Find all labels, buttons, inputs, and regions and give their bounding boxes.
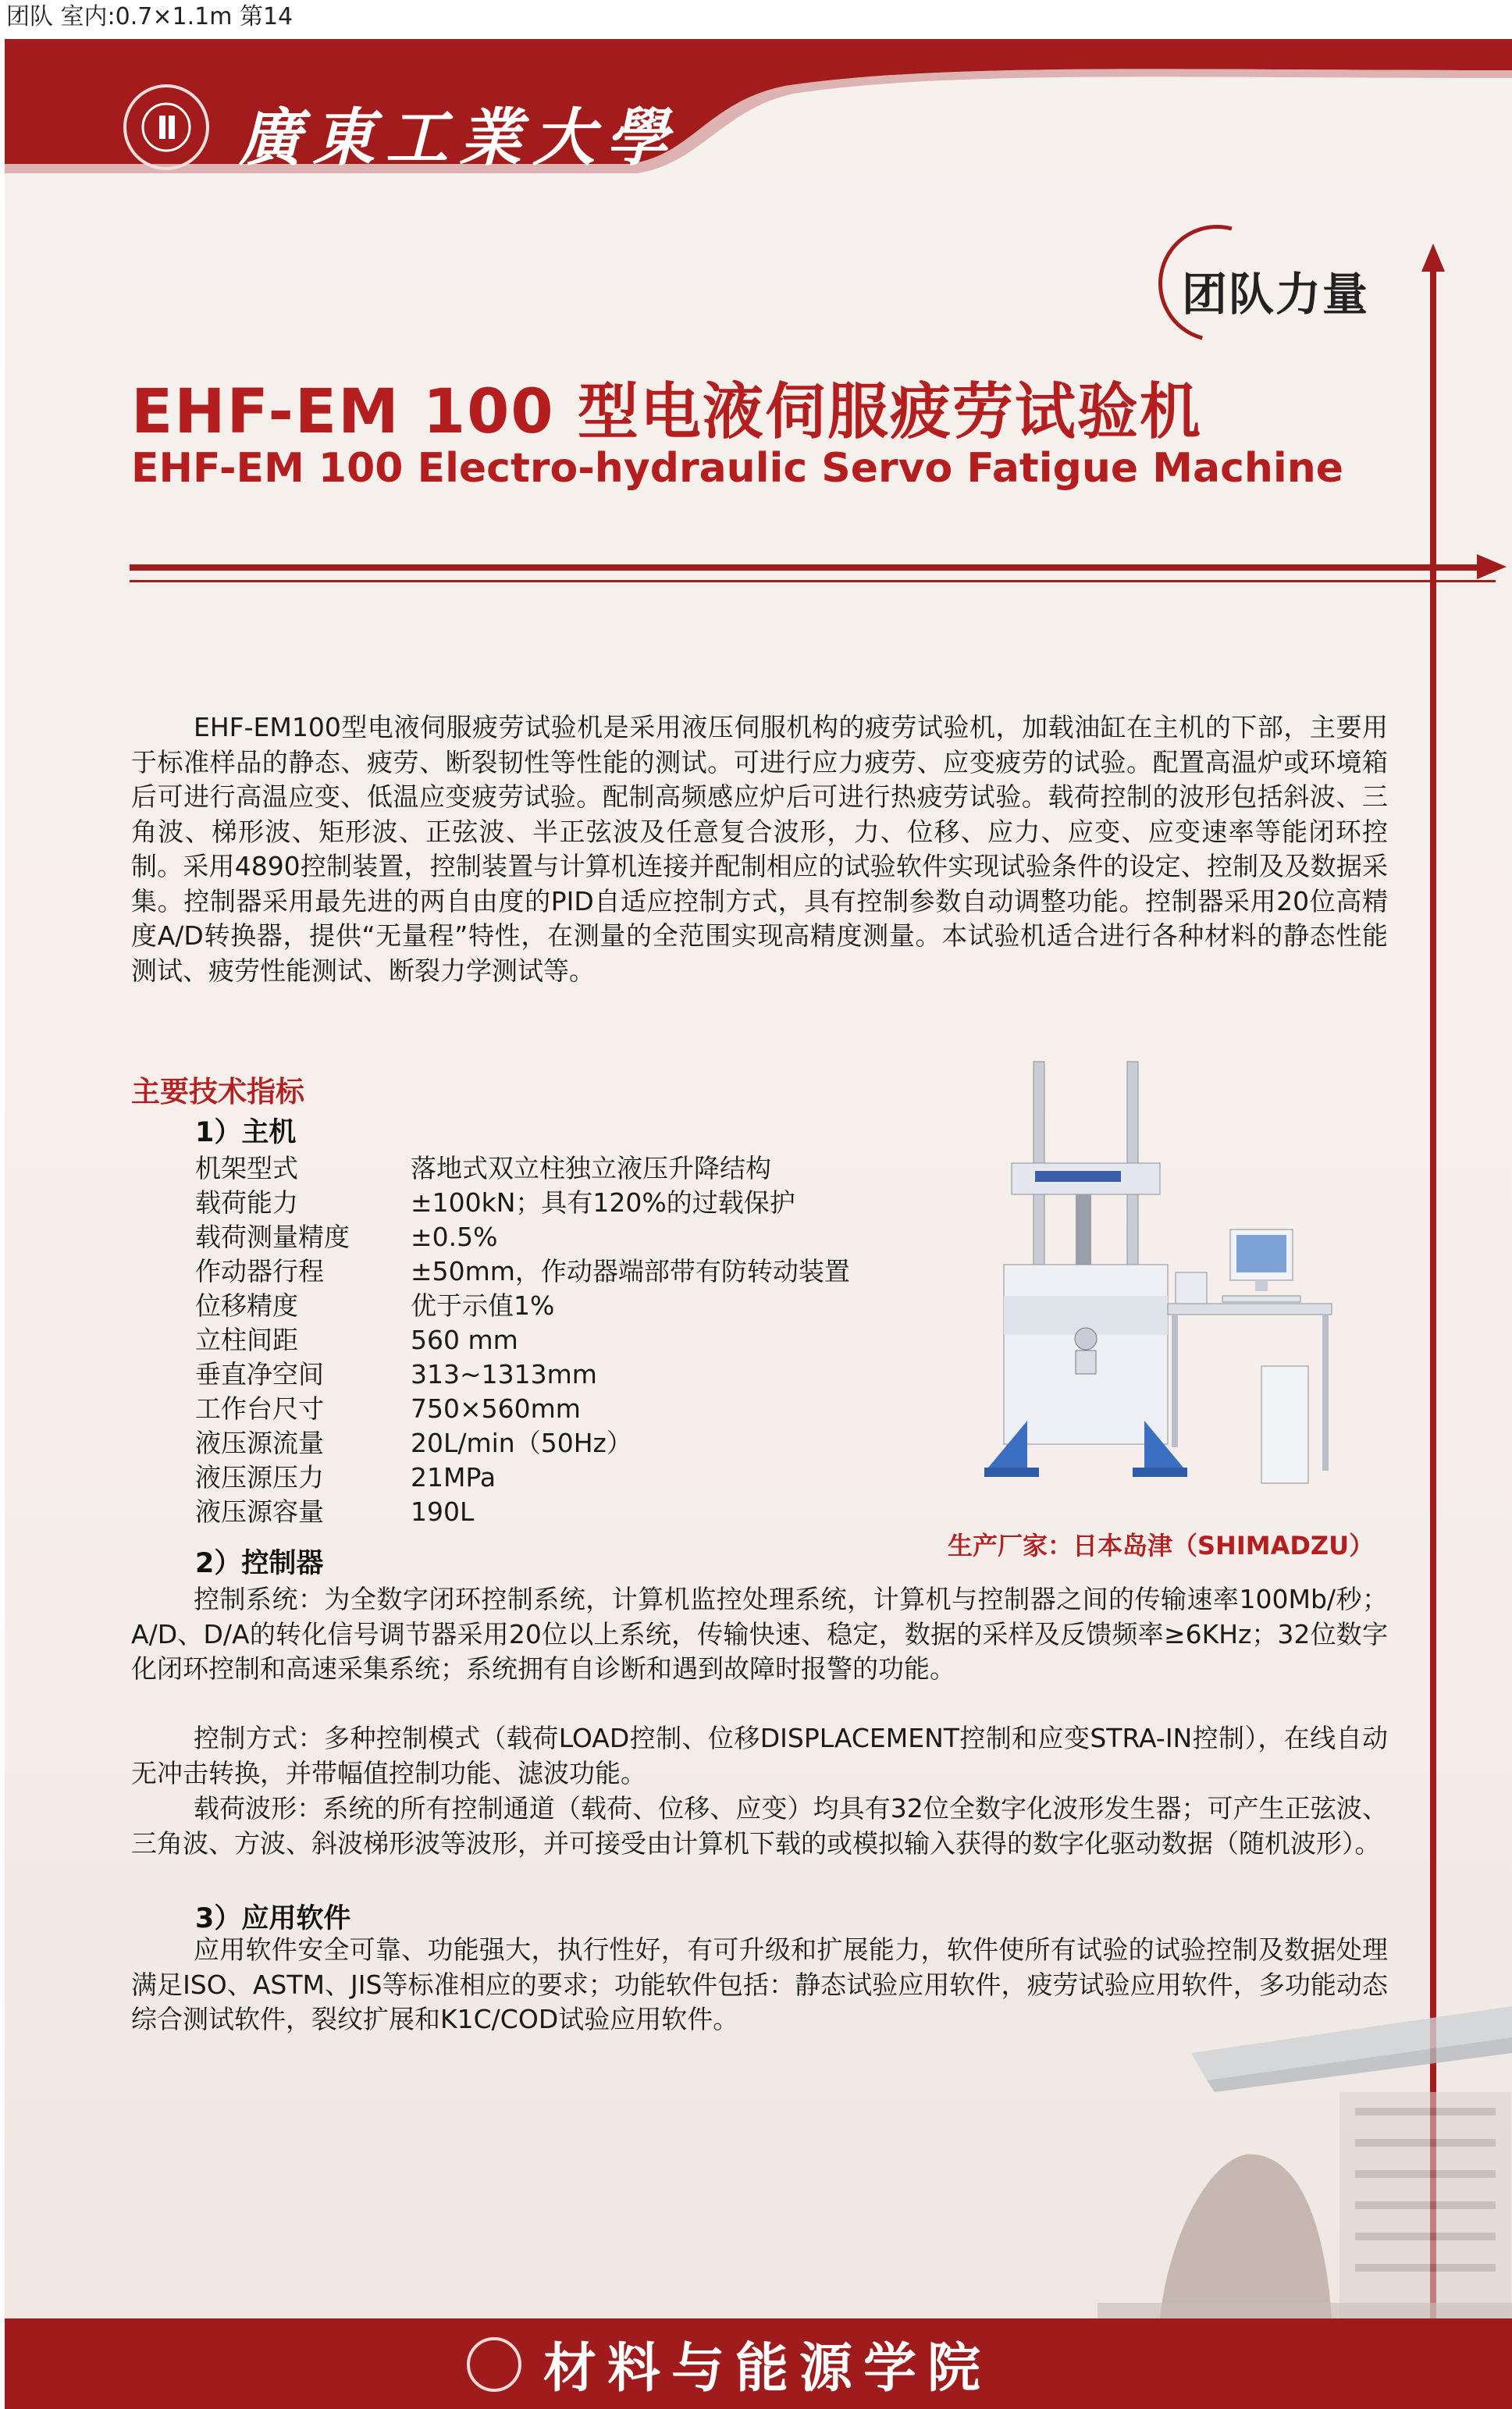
spec-value: 313~1313mm	[411, 1359, 597, 1390]
college-logo-icon	[467, 2337, 521, 2392]
spec-row	[195, 1254, 850, 1289]
spec-key: 载荷测量精度	[195, 1222, 350, 1252]
spec-row	[195, 1220, 850, 1254]
spec-row	[195, 1392, 850, 1426]
spec-key: 工作台尺寸	[195, 1393, 324, 1424]
spec-row	[195, 1151, 850, 1186]
header-band	[5, 39, 1512, 203]
horizontal-rule	[130, 564, 1496, 571]
spec-value: ±100kN；具有120%的过载保护	[411, 1187, 795, 1218]
spec-key: 载荷能力	[195, 1187, 298, 1218]
spec-row	[195, 1323, 850, 1358]
university-emblem-icon	[139, 100, 194, 155]
spec-key: 液压源压力	[195, 1462, 324, 1493]
fatigue-machine-illustration	[973, 1054, 1339, 1499]
university-name: 廣東工業大學	[239, 101, 679, 174]
spec-row	[195, 1495, 850, 1529]
controller-system-paragraph: 控制系统：为全数字闭环控制系统，计算机监控处理系统，计算机与控制器之间的传输速率100Mb/秒；A/D、D/A的转化信号调节器采用20位以上系统，传输快速、稳定，数据的采样及反馈频率≥6KHz；32位数字化闭环控制和高速采集系统；系统拥有自诊断和遇到故障时报警的功能。	[131, 1584, 1388, 1684]
spec-key: 机架型式	[195, 1153, 298, 1183]
team-badge-label: 团队力量	[1182, 268, 1370, 321]
spec-value: 560 mm	[411, 1325, 518, 1355]
spec-value: 190L	[411, 1496, 475, 1527]
spec-value: 750×560mm	[411, 1393, 581, 1424]
manufacturer-caption: 生产厂家：日本岛津（SHIMADZU）	[948, 1531, 1375, 1560]
spec-key: 液压源流量	[195, 1428, 324, 1458]
controller-waveform-paragraph: 载荷波形：系统的所有控制通道（载荷、位移、应变）均具有32位全数字化波形发生器；可产生正弦波、三角波、方波、斜波梯形波等波形，并可接受由计算机下载的或模拟输入获得的数字化驱动数据（随机波形）。	[131, 1793, 1388, 1859]
spec-value: 20L/min（50Hz）	[411, 1428, 632, 1458]
specs-heading: 主要技术指标	[131, 1075, 304, 1108]
spec-value: 落地式双立柱独立液压升降结构	[411, 1153, 771, 1183]
spec-row	[195, 1289, 850, 1323]
right-arrow-icon	[1477, 554, 1507, 579]
controller-mode-paragraph: 控制方式：多种控制模式（载荷LOAD控制、位移DISPLACEMENT控制和应变STRA-IN控制），在线自动无冲击转换，并带幅值控制功能、滤波功能。	[131, 1723, 1388, 1788]
campus-building-illustration	[1098, 2006, 1512, 2318]
spec-key: 立柱间距	[195, 1325, 298, 1355]
title-english: EHF-EM 100 Electro-hydraulic Servo Fatigue Machine	[131, 445, 1344, 492]
college-name: 材料与能源学院	[543, 2337, 992, 2400]
controller-heading: 2）控制器	[195, 1548, 324, 1579]
spec-key: 位移精度	[195, 1290, 298, 1321]
poster	[5, 39, 1512, 2409]
main-unit-heading: 1）主机	[195, 1117, 297, 1148]
spec-row	[195, 1426, 850, 1461]
software-heading: 3）应用软件	[195, 1903, 351, 1934]
spec-row	[195, 1358, 850, 1392]
spec-value: ±0.5%	[411, 1222, 498, 1252]
team-badge	[1158, 225, 1393, 342]
spec-key: 液压源容量	[195, 1496, 324, 1527]
spec-table	[195, 1151, 850, 1529]
intro-paragraph: EHF-EM100型电液伺服疲劳试验机是采用液压伺服机构的疲劳试验机，加载油缸在主机的下部，主要用于标准样品的静态、疲劳、断裂韧性等性能的测试。可进行应力疲劳、应变疲劳的试验。配置高温炉或环境箱后可进行高温应变、低温应变疲劳试验。配制高频感应炉后可进行热疲劳试验。载荷控制的波形包括斜波、三角波、梯形波、矩形波、正弦波、半正弦波及任意复合波形，力、位移、应力、应变、应变速率等能闭环控制。采用4890控制装置，控制装置与计算机连接并配制相应的试验软件实现试验条件的设定、控制及及数据采集。控制器采用最先进的两自由度的PID自适应控制方式，具有控制参数自动调整功能。控制器采用20位高精度A/D转换器，提供“无量程”特性，在测量的全范围实现高精度测量。本试验机适合进行各种材料的静态性能测试、疲劳性能测试、断裂力学测试等。	[131, 712, 1388, 986]
spec-value: 21MPa	[411, 1462, 496, 1493]
spec-key: 垂直净空间	[195, 1359, 324, 1390]
university-logo	[123, 84, 209, 170]
spec-row	[195, 1186, 850, 1220]
horizontal-rule-thin	[130, 580, 1496, 582]
title-chinese: EHF-EM 100 型电液伺服疲劳试验机	[131, 377, 1202, 447]
spec-value: 优于示值1%	[411, 1290, 555, 1321]
software-paragraph: 应用软件安全可靠、功能强大，执行性好，有可升级和扩展能力，软件使所有试验的试验控制及数据处理满足ISO、ASTM、JIS等标准相应的要求；功能软件包括：静态试验应用软件，疲劳试验应用软件，多功能动态综合测试软件，裂纹扩展和K1C/COD试验应用软件。	[131, 1934, 1388, 2034]
spec-row	[195, 1461, 850, 1495]
spec-key: 作动器行程	[195, 1256, 324, 1286]
spec-value: ±50mm，作动器端部带有防转动装置	[411, 1256, 850, 1286]
top-note: 团队 室内:0.7×1.1m 第14	[6, 3, 294, 30]
